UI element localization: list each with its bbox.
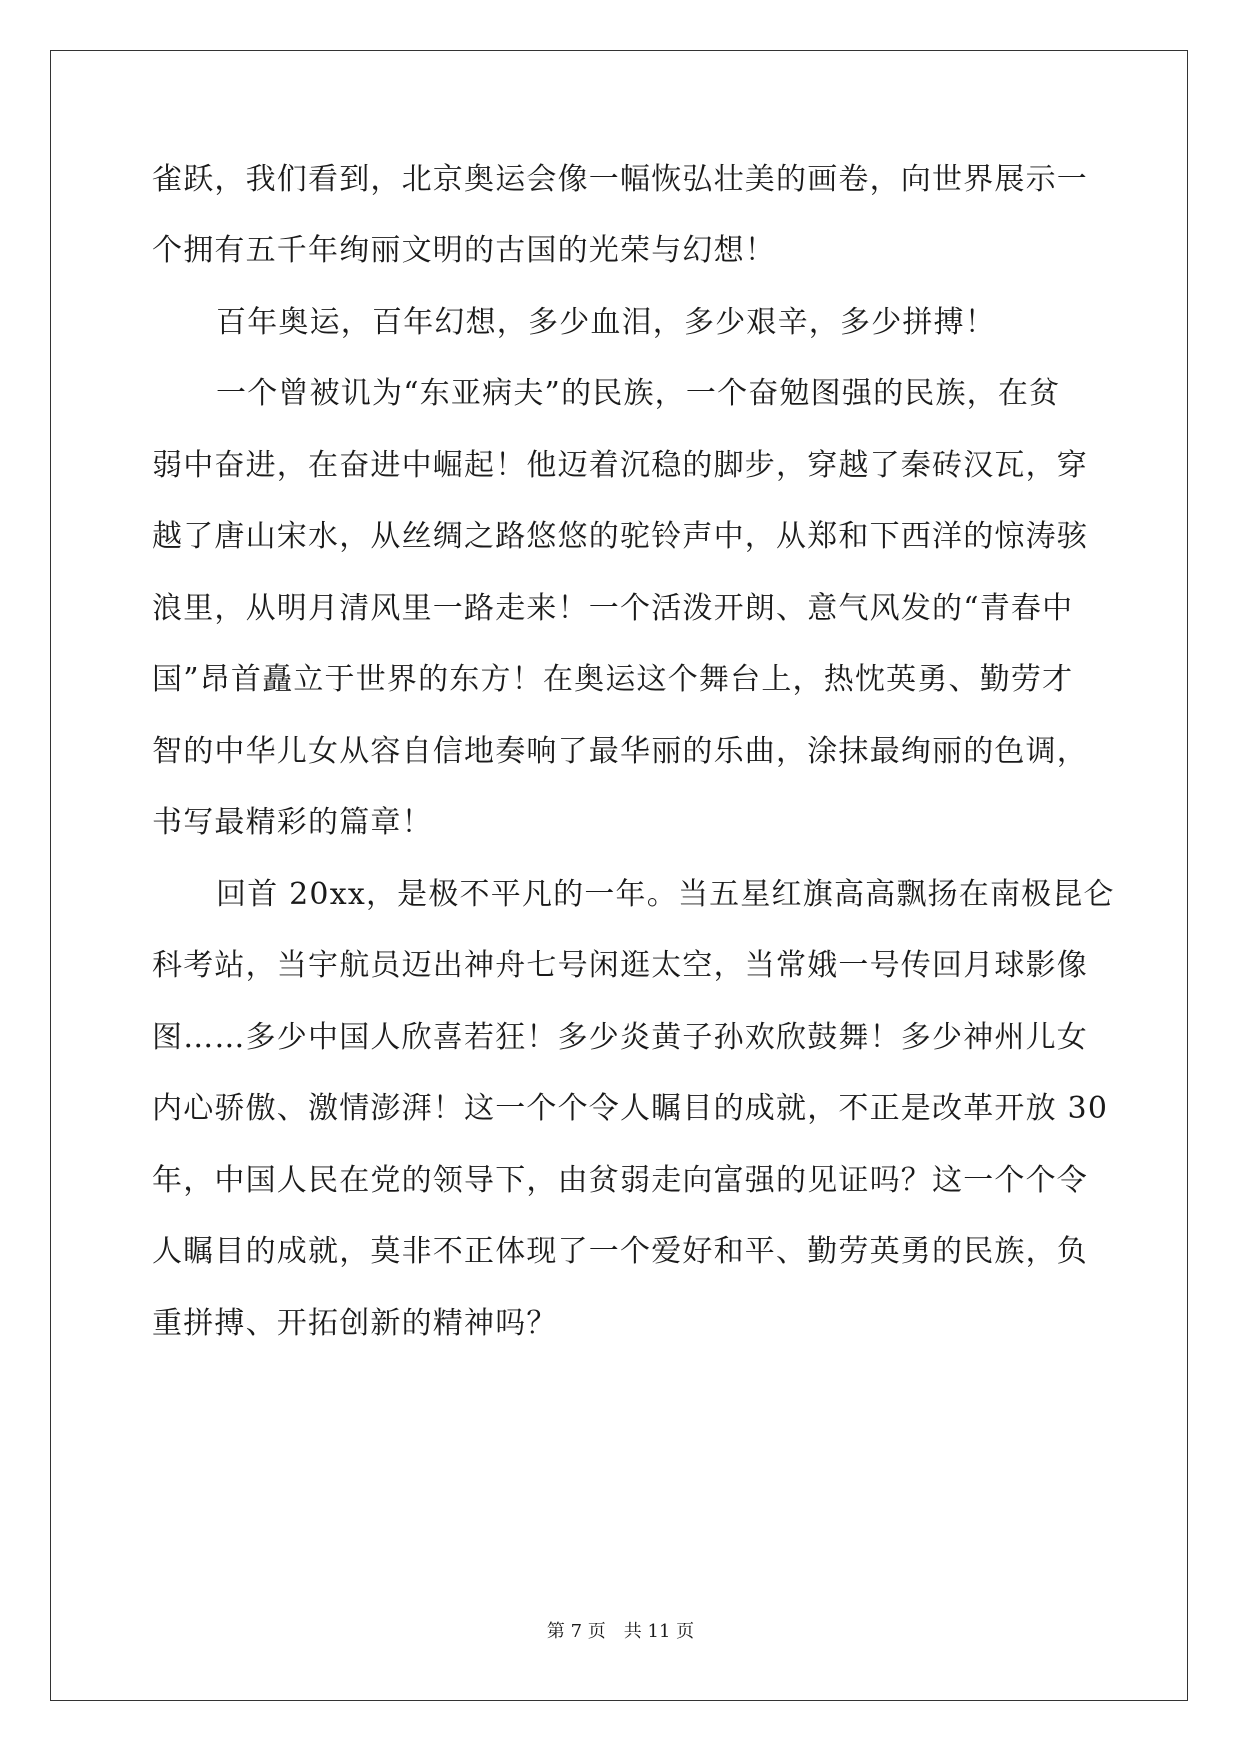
paragraph-line: 回首 20xx，是极不平凡的一年。当五星红旗高高飘扬在南极昆仑	[216, 877, 1115, 912]
text-line: 年，中国人民在党的领导下，由贫弱走向富强的见证吗？这一个个令	[152, 1163, 1088, 1198]
text-line: 智的中华儿女从容自信地奏响了最华丽的乐曲，涂抹最绚丽的色调，	[152, 734, 1088, 769]
page-total: 共 11 页	[623, 1621, 695, 1642]
text-line: 浪里，从明月清风里一路走来！一个活泼开朗、意气风发的“青春中	[152, 591, 1074, 626]
text-line: 书写最精彩的篇章！	[152, 805, 433, 840]
text-line: 科考站，当宇航员迈出神舟七号闲逛太空，当常娥一号传回月球影像	[152, 948, 1088, 983]
text-line: 重拼搏、开拓创新的精神吗？	[152, 1306, 558, 1341]
page-footer	[0, 1620, 1241, 1644]
text-line: 内心骄傲、激情澎湃！这一个个令人瞩目的成就，不正是改革开放 30	[152, 1091, 1109, 1126]
text-line: 越了唐山宋水，从丝绸之路悠悠的驼铃声中，从郑和下西洋的惊涛骇	[152, 519, 1088, 554]
text-line: 个拥有五千年绚丽文明的古国的光荣与幻想！	[152, 233, 776, 268]
text-line: 弱中奋进，在奋进中崛起！他迈着沉稳的脚步，穿越了秦砖汉瓦，穿	[152, 448, 1088, 483]
text-line: 雀跃，我们看到，北京奥运会像一幅恢弘壮美的画卷，向世界展示一	[152, 162, 1088, 197]
page-number: 第 7 页	[546, 1621, 606, 1642]
paragraph-line: 一个曾被讥为“东亚病夫”的民族，一个奋勉图强的民族，在贫	[216, 376, 1061, 411]
paragraph-line: 百年奥运，百年幻想，多少血泪，多少艰辛，多少拼搏！	[216, 305, 996, 340]
text-line: 国”昂首矗立于世界的东方！在奥运这个舞台上，热忱英勇、勤劳才	[152, 662, 1074, 697]
text-line: 人瞩目的成就，莫非不正体现了一个爱好和平、勤劳英勇的民族，负	[152, 1234, 1088, 1269]
text-line: 图……多少中国人欣喜若狂！多少炎黄子孙欢欣鼓舞！多少神州儿女	[152, 1020, 1088, 1055]
